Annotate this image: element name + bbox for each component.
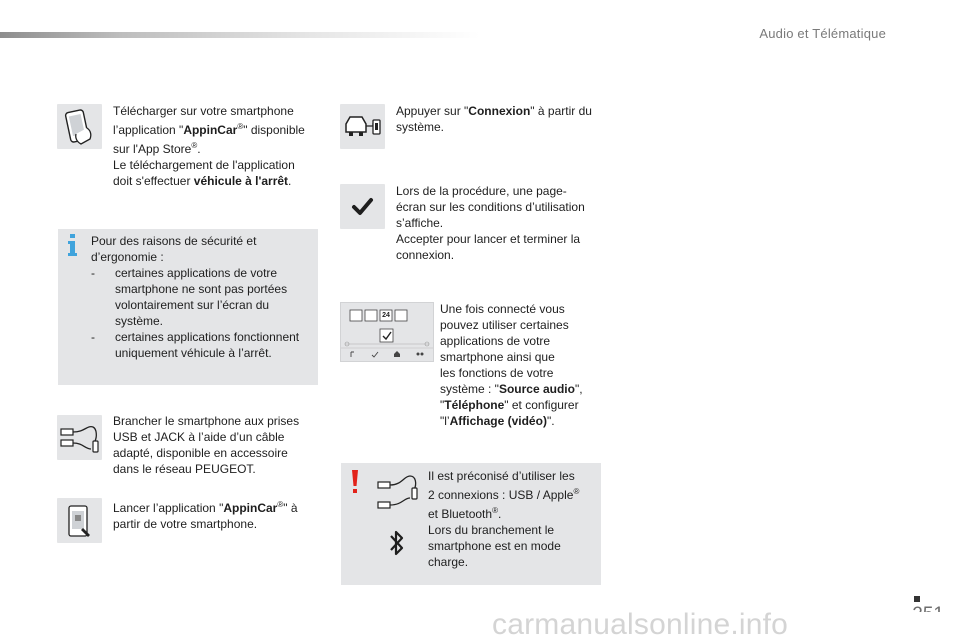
usb-cable-icon bbox=[376, 470, 422, 512]
section-title: Audio et Télématique bbox=[759, 26, 886, 41]
smartphone-download-icon bbox=[57, 104, 102, 149]
accept-instructions: Lors de la procédure, une page- écran sur les conditions d’utilisation s’affiche. Accepter pour lancer et terminer la connexion. bbox=[396, 184, 585, 262]
page-marker bbox=[914, 596, 920, 602]
warning-icon bbox=[351, 470, 359, 494]
checkmark-icon bbox=[340, 184, 385, 229]
plug-instructions: Brancher le smartphone aux prises USB et JACK à l’aide d’un câble adapté, disponible en accessoire dans le réseau PEUGEOT. bbox=[113, 414, 300, 476]
watermark-band bbox=[0, 608, 960, 641]
bluetooth-icon bbox=[388, 528, 406, 558]
download-instructions: Télécharger sur votre smartphone l’application "AppinCar®" disponible sur l'App Store®. Le téléchargement de l'application doit s'effectuer véhicule à l'arrêt. bbox=[113, 104, 305, 188]
system-screen-thumbnail bbox=[340, 302, 434, 362]
screen-badge: 24 bbox=[382, 312, 390, 319]
watermark-text: carmanualsonline.info bbox=[492, 608, 789, 641]
car-connexion-icon bbox=[340, 104, 385, 149]
connected-instructions: Une fois connecté vous pouvez utiliser certaines applications de votre smartphone ainsi que les fonctions de votre système : "Source audio", "Téléphone" et configurer "l’Affichage (vidéo)". bbox=[440, 302, 583, 428]
launch-instructions: Lancer l’application "AppinCar®" à partir de votre smartphone. bbox=[113, 500, 298, 531]
usb-jack-cable-icon bbox=[57, 415, 102, 460]
connexion-instructions: Appuyer sur "Connexion" à partir du système. bbox=[396, 104, 592, 134]
smartphone-app-icon bbox=[57, 498, 102, 543]
info-text: Pour des raisons de sécurité et d’ergonomie : - certaines applications de votre smartphone ne sont pas portées volontairement sur l’écran du système. - certaines applications fonctionnent uniquement véhicule à l’arrêt. bbox=[91, 234, 300, 360]
warning-text: Il est préconisé d’utiliser les 2 connexions : USB / Apple® et Bluetooth®. Lors du branchement le smartphone est en mode charge. bbox=[428, 469, 580, 569]
header-decor-bar bbox=[0, 32, 480, 38]
info-icon bbox=[67, 234, 79, 256]
